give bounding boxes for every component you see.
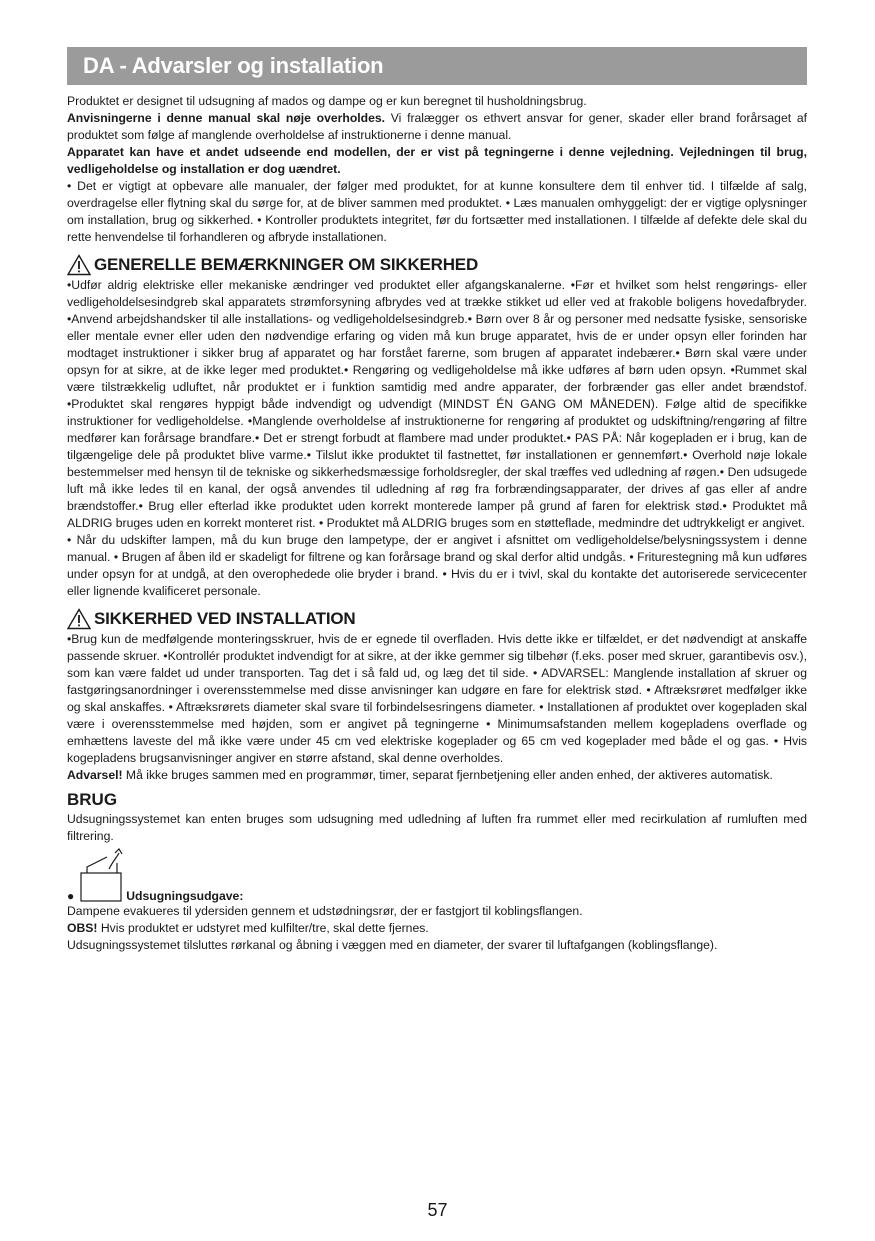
intro-section xyxy=(67,93,807,246)
brug-paragraph-3 xyxy=(67,920,807,937)
intro-paragraph-1: Produktet er designet til udsugning af mados og dampe og er kun beregnet til husholdningsbrug. xyxy=(67,94,587,108)
intro-paragraph-4: • Det er vigtigt at opbevare alle manualer, der følger med produktet, for at kunne konsultere dem til enhver tid. I tilfælde af salg, overdragelse eller flytning skal du sørge for, at de bliver sammen med produktet. • Læs manualen omhyggeligt: der er vigtige oplysninger om installation, brug og sikkerhed. • Kontroller produktets integritet, før du fortsætter med installationen. I tilfælde af defekte dele skal du rette henvendelse til forhandleren og afbryde installationen. xyxy=(67,179,807,244)
brug-paragraph-1: Udsugningssystemet kan enten bruges som udsugning med udledning af luften fra rummet eller med recirkulation af rumluften med filtrering. xyxy=(67,812,807,843)
safety-paragraph-2: • Når du udskifter lampen, må du kun bruge den lampetype, der er angivet i afsnittet om vedligeholdelse/belysningssystem i denne manual. • Brugen af åben ild er skadeligt for filtrene og kan forårsage brand og skal derfor altid undgås. • Friturestegning må kun udføres under opsyn for at undgå, at den overophedede olie bryder i brand. • Hvis du er i tvivl, skal du kontakte det autoriserede servicecenter eller lignende kvalificeret personale. xyxy=(67,533,807,598)
extraction-version-row xyxy=(67,847,807,903)
brug-paragraph-3-text: Hvis produktet er udstyret med kulfilter/tre, skal dette fjernes. xyxy=(97,921,429,935)
safety-paragraph-1: •Udfør aldrig elektriske eller mekaniske ændringer ved produktet eller afgangskanalerne. •Før et hvilket som helst rengørings- eller vedligeholdelsesindgreb skal apparatets strømforsyning afbrydes ved at trække stikket ud eller ved at frakoble boligens hovedafbryder. •Anvend arbejdshandsker til alle installations- og vedligeholdelsesindgreb.• Børn over 8 år og personer med nedsatte fysiske, sensoriske eller mentale evner eller uden den nødvendige erfaring og viden må kun bruge apparatet, hvis de er under opsyn eller forinden har modtaget instruktioner i sikker brug af apparatet og har forstået farerne, som brugen af apparatet indebærer.• Børn skal være under opsyn for at sikre, at de ikke leger med produktet.• Rengøring og vedligeholdelse må ikke udføres af børn uden opsyn. •Rummet skal være tilstrækkelig udluftet, når produktet er i funktion samtidig med andre apparater, der forbrænder gas eller andet brændstof. •Produktet skal rengøres hyppigt både indvendigt og udvendigt (MINDST ÉN GANG OM MÅNEDEN). Følge altid de specifikke instruktioner for vedligeholdelse. •Manglende overholdelse af instruktionerne for rengøring af produktet og udskiftning/rengøring af filtre medfører kan forårsage brandfare.• Det er strengt forbudt at flambere mad under produktet.• PAS PÅ: Når kogepladen er i brug, kan de tilgængelige dele på produktet blive varme.• Tilslut ikke produktet til fastnettet, før installationen er gennemført.• Overhold nøje lokale bestemmelser med hensyn til de tekniske og sikkerhedsmæssige forholdsregler, der skal træffes ved udledning af røgen.• Den udsugede luft må ikke ledes til en kanal, der også anvendes til udledning af røg fra forbrændingsapparater, der drives af gas eller af andre brændstoffer.• Brug eller efterlad ikke produktet uden korrekt monterede lamper på grund af faren for elektrisk stød.• Produktet må ALDRIG bruges uden en korrekt monteret rist. • Produktet må ALDRIG bruges som en støtteflade, medmindre det udtrykkeligt er angivet. xyxy=(67,278,807,530)
intro-emphasis: Anvisningerne i denne manual skal nøje overholdes. xyxy=(67,111,386,125)
warning-triangle-icon xyxy=(67,608,91,630)
manual-page xyxy=(67,47,807,954)
installation-heading xyxy=(67,608,807,630)
installation-warning-label: Advarsel! xyxy=(67,768,123,782)
brug-paragraph-2: Dampene evakueres til ydersiden gennem et udstødningsrør, der er fastgjort til koblingsflangen. xyxy=(67,904,583,918)
brug-title: BRUG xyxy=(67,790,118,809)
bullet: ● xyxy=(67,889,75,903)
intro-notice: Apparatet kan have et andet udseende end modellen, der er vist på tegningerne i denne vejledning. Vejledningen til brug, vedligeholdelse og installation er dog uændret. xyxy=(67,145,807,176)
safety-heading xyxy=(67,254,807,276)
intro-paragraph-2 xyxy=(67,110,807,144)
installation-paragraph-2-text: Må ikke bruges sammen med en programmør, timer, separat fjernbetjening eller anden enhed, der aktiveres automatisk. xyxy=(122,768,773,782)
warning-triangle-icon xyxy=(67,254,91,276)
ducted-hood-icon xyxy=(79,847,125,903)
page-title: DA - Advarsler og installation xyxy=(83,53,384,78)
installation-paragraph-1: •Brug kun de medfølgende monteringsskruer, hvis de er egnede til overfladen. Hvis dette ikke er tilfældet, er det nødvendigt at anskaffe passende skruer. •Kontrollér produktet indvendigt for at sikre, at der ikke gemmer sig tilbehør (f.eks. poser med skruer, garantibevis osv.), som kan være faldet ud under transporten. Tag det i så fald ud, og læg det til side. • ADVARSEL: Manglende installation af skruer og fastgøringsanordninger i overensstemmelse med disse anvisninger kan udgøre en fare for elektrisk stød. • Aftræksrøret medfølger ikke og skal anskaffes. • Aftræksrørets diameter skal svare til forbindelsesringens diameter. • Installationen af produktet over kogepladen skal være i overensstemmelse med højden, som er angivet på tegningerne • Minimumsafstanden mellem kogepladens overflade og emhættens laveste del må ikke være under 45 cm ved elektriske kogeplader og 65 cm ved kogeplader med både el og gas. • Hvis kogepladens brugsanvisninger angiver en større afstand, skal denne overholdes. xyxy=(67,632,807,765)
installation-paragraph-2 xyxy=(67,767,807,784)
obs-label: OBS! xyxy=(67,921,98,935)
brug-paragraph-4: Udsugningssystemet tilsluttes rørkanal og åbning i væggen med en diameter, der svarer til luftafgangen (koblingsflange). xyxy=(67,938,718,952)
safety-title: GENERELLE BEMÆRKNINGER OM SIKKERHED xyxy=(94,255,479,274)
intro-paragraph-2-text: Vi fralægger os ethvert ansvar for gener, skader eller brand forårsaget af produktet som følge af manglende overholdelse af instruktionerne i denne manual. xyxy=(67,111,807,142)
section-header-bar xyxy=(67,47,807,85)
installation-title: SIKKERHED VED INSTALLATION xyxy=(94,609,356,628)
page-number: 57 xyxy=(427,1200,448,1220)
intro-paragraph-3 xyxy=(67,144,807,178)
extraction-version-label: Udsugningsudgave: xyxy=(126,889,244,903)
